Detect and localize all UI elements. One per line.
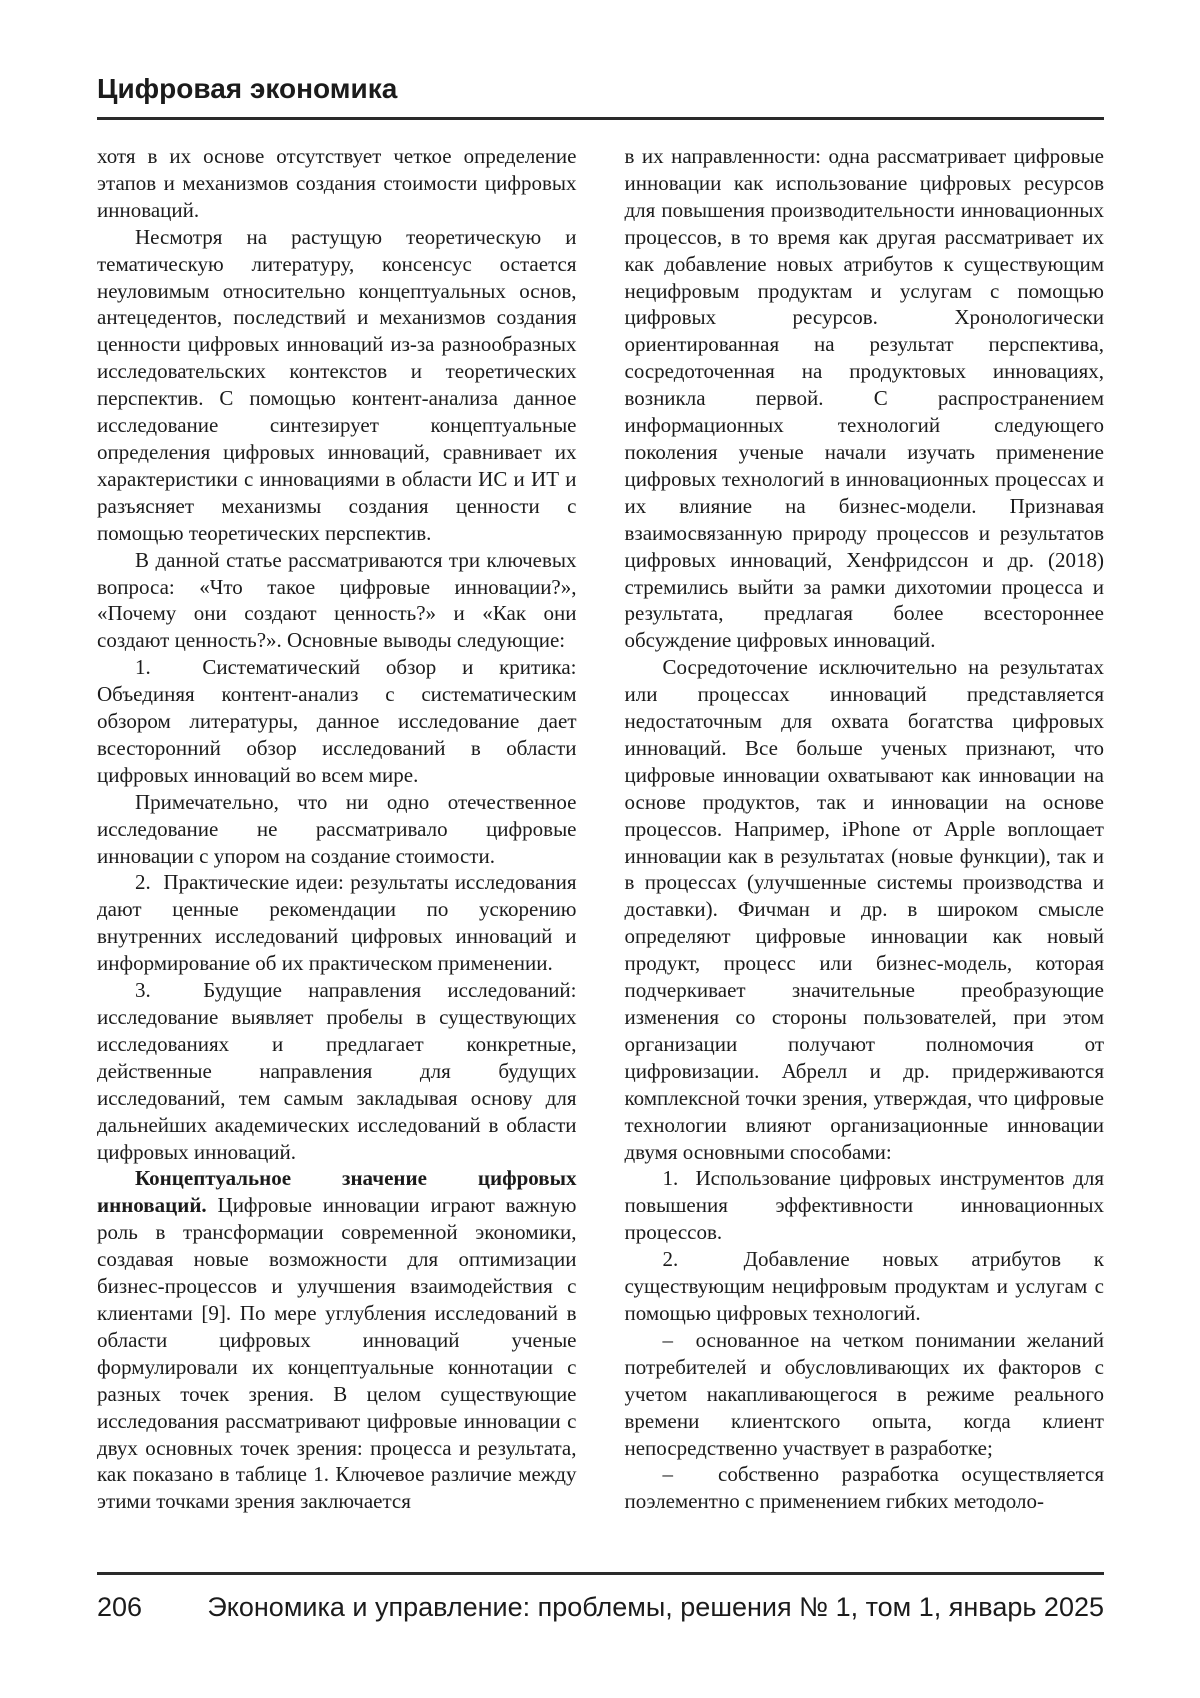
paragraph: – собственно разработка осуществляется поэлементно с применением гибких методоло- [624,1462,1104,1514]
section-header: Цифровая экономика [97,73,398,104]
paragraph: в их направленности: одна рассматривает цифровые инновации как использование цифровых ресурсов для повышения производительности инновационных процессов, в то время как другая рассматривает их как добавление новых атрибутов к существующим нецифровым продуктам и услугам с помощью цифровых ресурсов. Хронологически ориентированная на результат перспектива, сосредоточенная на продуктовых инновациях, возникла первой. С распространением информационных технологий следующего поколения ученые начали изучать применение цифровых технологий в инновационных процессах и их влияние на бизнес-модели. Признавая взаимосвязанную природу процессов и результатов цифровых инноваций, Хенфридссон и др. (2018) стремились выйти за рамки дихотомии процесса и результата, предлагая более всестороннее обсуждение цифровых инноваций. [624,144,1104,653]
left-column [97,143,577,1515]
page-footer [97,1572,1104,1622]
paragraph: В данной статье рассматриваются три ключевых вопроса: «Что такое цифровые инновации?», «Почему они создают ценность?» и «Как они создают ценность?». Основные выводы следующие: [97,547,577,653]
paragraph-bold-lead: Концептуальное значение цифровых инноваций. [97,1166,577,1218]
right-column [625,143,1105,1515]
paragraph: Концептуальное значение цифровых инноваций. Цифровые инновации играют важную роль в трансформации современной экономики, создавая новые возможности для оптимизации бизнес-процессов и улучшения взаимодействия с клиентами [9]. По мере углубления исследований в области цифровых инноваций ученые формулировали их концептуальные коннотации с разных точек зрения. В целом существующие исследования рассматривают цифровые инновации с двух основных точек зрения: процесса и результата, как показано в таблице 1. Ключевое различие между этими точками зрения заключается [97,1166,577,1514]
footer-rule [97,1572,1104,1575]
paragraph: – основанное на четком понимании желаний потребителей и обусловливающих их факторов с учетом накапливающегося в режиме реального времени клиентского опыта, когда клиент непосредственно участвует в разработке; [624,1327,1104,1460]
footer-row [97,1592,1104,1622]
header-rule [97,117,1104,120]
paragraph: 2. Добавление новых атрибутов к существующим нецифровым продуктам и услугам с помощью цифровых технологий. [624,1247,1104,1325]
paragraph: хотя в их основе отсутствует четкое определение этапов и механизмов создания стоимости цифровых инноваций. [97,144,577,222]
paragraph: 3. Будущие направления исследований: исследование выявляет пробелы в существующих исследованиях и предлагает конкретные, действенные направления для будущих исследований, тем самым закладывая основу для дальнейших академических исследований в области цифровых инноваций. [97,978,577,1164]
two-column-body [97,143,1104,1515]
paragraph: 2. Практические идеи: результаты исследования дают ценные рекомендации по ускорению внутренних исследований цифровых инноваций и информирование об их практическом применении. [97,870,577,976]
paragraph: Несмотря на растущую теоретическую и тематическую литературу, консенсус остается неуловимым относительно концептуальных основ, антецедентов, последствий и механизмов создания ценности цифровых инноваций из-за разнообразных исследовательских контекстов и теоретических перспектив. С помощью контент-анализа данное исследование синтезирует концептуальные определения цифровых инноваций, сравнивает их характеристики с инновациями в области ИС и ИТ и разъясняет механизмы создания ценности с помощью теоретических перспектив. [97,224,577,545]
page-number: 206 [97,1592,143,1622]
paragraph: 1. Использование цифровых инструментов для повышения эффективности инновационных процессов. [624,1166,1104,1245]
paragraph: Примечательно, что ни одно отечественное исследование не рассматривало цифровые инновации с упором на создание стоимости. [97,789,577,868]
paragraph: Сосредоточение исключительно на результатах или процессах инноваций представляется недостаточным для охвата богатства цифровых инноваций. Все больше ученых признают, что цифровые инновации охватывают как инновации на основе продуктов, так и инновации на основе процессов. Например, iPhone от Apple воплощает инновации как в результатах (новые функции), так и в процессах (улучшенные системы производства и доставки). Фичман и др. в широком смысле определяют цифровые инновации как новый продукт, процесс или бизнес-модель, которая подчеркивает значительные преобразующие изменения со стороны пользователей, при этом организации получают полномочия от цифровизации. Абрелл и др. придерживаются комплексной точки зрения, утверждая, что цифровые технологии влияют организационные инновации двумя основными способами: [624,655,1104,1164]
paragraph: 1. Систематический обзор и критика: Объединяя контент-анализ с систематическим обзором литературы, данное исследование дает всесторонний обзор исследований в области цифровых инноваций во всем мире. [97,655,577,787]
journal-title-line: Экономика и управление: проблемы, решения № 1, том 1, январь 2025 [207,1592,1104,1622]
